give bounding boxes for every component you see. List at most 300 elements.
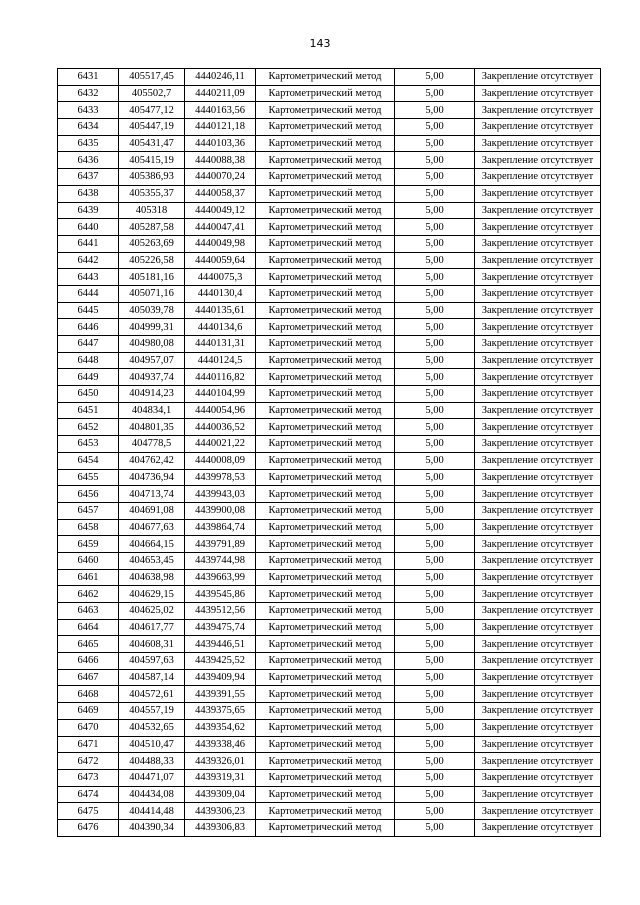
y-coordinate-cell: 4439744,98: [185, 552, 256, 569]
y-coordinate-cell: 4439409,94: [185, 669, 256, 686]
table-row: [58, 369, 601, 386]
y-coordinate-cell: 4440104,99: [185, 386, 256, 403]
table-row: [58, 119, 601, 136]
accuracy-cell: 5,00: [395, 235, 475, 252]
y-coordinate-cell: 4440088,38: [185, 152, 256, 169]
fixation-cell: Закрепление отсутствует: [475, 336, 601, 353]
fixation-cell: Закрепление отсутствует: [475, 486, 601, 503]
x-coordinate-cell: 404629,15: [119, 586, 185, 603]
table-row: [58, 69, 601, 86]
table-body: [58, 69, 601, 837]
x-coordinate-cell: 405287,58: [119, 219, 185, 236]
point-number-cell: 6441: [58, 235, 119, 252]
fixation-cell: Закрепление отсутствует: [475, 419, 601, 436]
accuracy-cell: 5,00: [395, 169, 475, 186]
y-coordinate-cell: 4440008,09: [185, 452, 256, 469]
point-number-cell: 6450: [58, 386, 119, 403]
point-number-cell: 6466: [58, 653, 119, 670]
y-coordinate-cell: 4440059,64: [185, 252, 256, 269]
x-coordinate-cell: 404557,19: [119, 703, 185, 720]
y-coordinate-cell: 4439391,55: [185, 686, 256, 703]
accuracy-cell: 5,00: [395, 135, 475, 152]
table-row: [58, 185, 601, 202]
point-number-cell: 6445: [58, 302, 119, 319]
method-cell: Картометрический метод: [256, 502, 395, 519]
accuracy-cell: 5,00: [395, 336, 475, 353]
y-coordinate-cell: 4440116,82: [185, 369, 256, 386]
fixation-cell: Закрепление отсутствует: [475, 319, 601, 336]
fixation-cell: Закрепление отсутствует: [475, 269, 601, 286]
accuracy-cell: 5,00: [395, 202, 475, 219]
accuracy-cell: 5,00: [395, 786, 475, 803]
table-row: [58, 235, 601, 252]
point-number-cell: 6469: [58, 703, 119, 720]
method-cell: Картометрический метод: [256, 152, 395, 169]
x-coordinate-cell: 405071,16: [119, 285, 185, 302]
table-row: [58, 102, 601, 119]
page-number: 143: [309, 37, 331, 50]
y-coordinate-cell: 4439375,65: [185, 703, 256, 720]
method-cell: Картометрический метод: [256, 653, 395, 670]
point-number-cell: 6449: [58, 369, 119, 386]
x-coordinate-cell: 404390,34: [119, 819, 185, 836]
method-cell: Картометрический метод: [256, 736, 395, 753]
y-coordinate-cell: 4440070,24: [185, 169, 256, 186]
method-cell: Картометрический метод: [256, 603, 395, 620]
fixation-cell: Закрепление отсутствует: [475, 636, 601, 653]
point-number-cell: 6456: [58, 486, 119, 503]
point-number-cell: 6472: [58, 753, 119, 770]
y-coordinate-cell: 4440036,52: [185, 419, 256, 436]
point-number-cell: 6447: [58, 336, 119, 353]
fixation-cell: Закрепление отсутствует: [475, 686, 601, 703]
point-number-cell: 6448: [58, 352, 119, 369]
point-number-cell: 6463: [58, 603, 119, 620]
method-cell: Картометрический метод: [256, 369, 395, 386]
method-cell: Картометрический метод: [256, 586, 395, 603]
table-row: [58, 285, 601, 302]
point-number-cell: 6460: [58, 552, 119, 569]
point-number-cell: 6453: [58, 436, 119, 453]
y-coordinate-cell: 4440124,5: [185, 352, 256, 369]
x-coordinate-cell: 405039,78: [119, 302, 185, 319]
y-coordinate-cell: 4440131,31: [185, 336, 256, 353]
method-cell: Картометрический метод: [256, 636, 395, 653]
method-cell: Картометрический метод: [256, 402, 395, 419]
y-coordinate-cell: 4439791,89: [185, 536, 256, 553]
accuracy-cell: 5,00: [395, 319, 475, 336]
point-number-cell: 6454: [58, 452, 119, 469]
y-coordinate-cell: 4439326,01: [185, 753, 256, 770]
table-row: [58, 85, 601, 102]
table-row: [58, 402, 601, 419]
accuracy-cell: 5,00: [395, 736, 475, 753]
method-cell: Картометрический метод: [256, 619, 395, 636]
accuracy-cell: 5,00: [395, 753, 475, 770]
x-coordinate-cell: 405447,19: [119, 119, 185, 136]
fixation-cell: Закрепление отсутствует: [475, 803, 601, 820]
method-cell: Картометрический метод: [256, 686, 395, 703]
fixation-cell: Закрепление отсутствует: [475, 586, 601, 603]
accuracy-cell: 5,00: [395, 402, 475, 419]
table-row: [58, 552, 601, 569]
fixation-cell: Закрепление отсутствует: [475, 135, 601, 152]
fixation-cell: Закрепление отсутствует: [475, 352, 601, 369]
method-cell: Картометрический метод: [256, 436, 395, 453]
table-row: [58, 169, 601, 186]
method-cell: Картометрический метод: [256, 419, 395, 436]
fixation-cell: Закрепление отсутствует: [475, 603, 601, 620]
y-coordinate-cell: 4439446,51: [185, 636, 256, 653]
point-number-cell: 6439: [58, 202, 119, 219]
table-row: [58, 302, 601, 319]
y-coordinate-cell: 4439978,53: [185, 469, 256, 486]
accuracy-cell: 5,00: [395, 586, 475, 603]
fixation-cell: Закрепление отсутствует: [475, 219, 601, 236]
x-coordinate-cell: 404677,63: [119, 519, 185, 536]
accuracy-cell: 5,00: [395, 419, 475, 436]
accuracy-cell: 5,00: [395, 285, 475, 302]
x-coordinate-cell: 404957,07: [119, 352, 185, 369]
table-row: [58, 219, 601, 236]
accuracy-cell: 5,00: [395, 302, 475, 319]
accuracy-cell: 5,00: [395, 719, 475, 736]
accuracy-cell: 5,00: [395, 636, 475, 653]
table-row: [58, 536, 601, 553]
x-coordinate-cell: 404653,45: [119, 552, 185, 569]
x-coordinate-cell: 405415,19: [119, 152, 185, 169]
x-coordinate-cell: 404597,63: [119, 653, 185, 670]
fixation-cell: Закрепление отсутствует: [475, 285, 601, 302]
table-row: [58, 569, 601, 586]
table-row: [58, 469, 601, 486]
fixation-cell: Закрепление отсутствует: [475, 369, 601, 386]
method-cell: Картометрический метод: [256, 302, 395, 319]
x-coordinate-cell: 404834,1: [119, 402, 185, 419]
y-coordinate-cell: 4440135,61: [185, 302, 256, 319]
table-row: [58, 436, 601, 453]
table-row: [58, 703, 601, 720]
fixation-cell: Закрепление отсутствует: [475, 753, 601, 770]
table-row: [58, 152, 601, 169]
method-cell: Картометрический метод: [256, 219, 395, 236]
method-cell: Картометрический метод: [256, 753, 395, 770]
accuracy-cell: 5,00: [395, 603, 475, 620]
x-coordinate-cell: 405517,45: [119, 69, 185, 86]
method-cell: Картометрический метод: [256, 552, 395, 569]
accuracy-cell: 5,00: [395, 269, 475, 286]
fixation-cell: Закрепление отсутствует: [475, 119, 601, 136]
fixation-cell: Закрепление отсутствует: [475, 102, 601, 119]
table-row: [58, 519, 601, 536]
point-number-cell: 6473: [58, 769, 119, 786]
accuracy-cell: 5,00: [395, 686, 475, 703]
y-coordinate-cell: 4440054,96: [185, 402, 256, 419]
method-cell: Картометрический метод: [256, 252, 395, 269]
x-coordinate-cell: 405263,69: [119, 235, 185, 252]
point-number-cell: 6437: [58, 169, 119, 186]
fixation-cell: Закрепление отсутствует: [475, 536, 601, 553]
method-cell: Картометрический метод: [256, 719, 395, 736]
method-cell: Картометрический метод: [256, 285, 395, 302]
method-cell: Картометрический метод: [256, 452, 395, 469]
accuracy-cell: 5,00: [395, 119, 475, 136]
point-number-cell: 6476: [58, 819, 119, 836]
x-coordinate-cell: 405355,37: [119, 185, 185, 202]
y-coordinate-cell: 4440021,22: [185, 436, 256, 453]
fixation-cell: Закрепление отсутствует: [475, 452, 601, 469]
table-row: [58, 603, 601, 620]
accuracy-cell: 5,00: [395, 369, 475, 386]
method-cell: Картометрический метод: [256, 119, 395, 136]
y-coordinate-cell: 4440058,37: [185, 185, 256, 202]
table-row: [58, 269, 601, 286]
x-coordinate-cell: 404713,74: [119, 486, 185, 503]
x-coordinate-cell: 404532,65: [119, 719, 185, 736]
y-coordinate-cell: 4439425,52: [185, 653, 256, 670]
accuracy-cell: 5,00: [395, 185, 475, 202]
x-coordinate-cell: 404617,77: [119, 619, 185, 636]
point-number-cell: 6474: [58, 786, 119, 803]
accuracy-cell: 5,00: [395, 536, 475, 553]
point-number-cell: 6462: [58, 586, 119, 603]
y-coordinate-cell: 4439475,74: [185, 619, 256, 636]
accuracy-cell: 5,00: [395, 386, 475, 403]
y-coordinate-cell: 4440130,4: [185, 285, 256, 302]
method-cell: Картометрический метод: [256, 819, 395, 836]
point-number-cell: 6468: [58, 686, 119, 703]
table-row: [58, 736, 601, 753]
table-row: [58, 719, 601, 736]
x-coordinate-cell: 404762,42: [119, 452, 185, 469]
table-row: [58, 786, 601, 803]
x-coordinate-cell: 404587,14: [119, 669, 185, 686]
accuracy-cell: 5,00: [395, 502, 475, 519]
fixation-cell: Закрепление отсутствует: [475, 653, 601, 670]
accuracy-cell: 5,00: [395, 85, 475, 102]
accuracy-cell: 5,00: [395, 152, 475, 169]
table-row: [58, 653, 601, 670]
table-row: [58, 252, 601, 269]
accuracy-cell: 5,00: [395, 552, 475, 569]
point-number-cell: 6471: [58, 736, 119, 753]
fixation-cell: Закрепление отсутствует: [475, 569, 601, 586]
point-number-cell: 6435: [58, 135, 119, 152]
table-row: [58, 636, 601, 653]
accuracy-cell: 5,00: [395, 519, 475, 536]
method-cell: Картометрический метод: [256, 486, 395, 503]
fixation-cell: Закрепление отсутствует: [475, 719, 601, 736]
table-row: [58, 452, 601, 469]
y-coordinate-cell: 4439319,31: [185, 769, 256, 786]
fixation-cell: Закрепление отсутствует: [475, 69, 601, 86]
table-row: [58, 202, 601, 219]
method-cell: Картометрический метод: [256, 386, 395, 403]
point-number-cell: 6459: [58, 536, 119, 553]
point-number-cell: 6446: [58, 319, 119, 336]
method-cell: Картометрический метод: [256, 569, 395, 586]
method-cell: Картометрический метод: [256, 169, 395, 186]
x-coordinate-cell: 404691,08: [119, 502, 185, 519]
accuracy-cell: 5,00: [395, 653, 475, 670]
fixation-cell: Закрепление отсутствует: [475, 152, 601, 169]
table-row: [58, 502, 601, 519]
fixation-cell: Закрепление отсутствует: [475, 736, 601, 753]
y-coordinate-cell: 4440121,18: [185, 119, 256, 136]
accuracy-cell: 5,00: [395, 569, 475, 586]
x-coordinate-cell: 404664,15: [119, 536, 185, 553]
x-coordinate-cell: 404510,47: [119, 736, 185, 753]
y-coordinate-cell: 4439545,86: [185, 586, 256, 603]
point-number-cell: 6451: [58, 402, 119, 419]
accuracy-cell: 5,00: [395, 219, 475, 236]
method-cell: Картометрический метод: [256, 469, 395, 486]
fixation-cell: Закрепление отсутствует: [475, 703, 601, 720]
point-number-cell: 6475: [58, 803, 119, 820]
method-cell: Картометрический метод: [256, 669, 395, 686]
y-coordinate-cell: 4440163,56: [185, 102, 256, 119]
accuracy-cell: 5,00: [395, 669, 475, 686]
x-coordinate-cell: 404801,35: [119, 419, 185, 436]
y-coordinate-cell: 4439512,56: [185, 603, 256, 620]
fixation-cell: Закрепление отсутствует: [475, 202, 601, 219]
y-coordinate-cell: 4439900,08: [185, 502, 256, 519]
table-row: [58, 135, 601, 152]
coordinates-table: [57, 68, 601, 837]
method-cell: Картометрический метод: [256, 235, 395, 252]
y-coordinate-cell: 4440103,36: [185, 135, 256, 152]
x-coordinate-cell: 405502,7: [119, 85, 185, 102]
fixation-cell: Закрепление отсутствует: [475, 669, 601, 686]
table-row: [58, 586, 601, 603]
fixation-cell: Закрепление отсутствует: [475, 502, 601, 519]
table-row: [58, 486, 601, 503]
y-coordinate-cell: 4440049,98: [185, 235, 256, 252]
method-cell: Картометрический метод: [256, 202, 395, 219]
table-row: [58, 319, 601, 336]
point-number-cell: 6432: [58, 85, 119, 102]
fixation-cell: Закрепление отсутствует: [475, 619, 601, 636]
accuracy-cell: 5,00: [395, 452, 475, 469]
x-coordinate-cell: 405181,16: [119, 269, 185, 286]
x-coordinate-cell: 405431,47: [119, 135, 185, 152]
point-number-cell: 6458: [58, 519, 119, 536]
x-coordinate-cell: 404937,74: [119, 369, 185, 386]
accuracy-cell: 5,00: [395, 486, 475, 503]
x-coordinate-cell: 405477,12: [119, 102, 185, 119]
y-coordinate-cell: 4440246,11: [185, 69, 256, 86]
y-coordinate-cell: 4439864,74: [185, 519, 256, 536]
method-cell: Картометрический метод: [256, 536, 395, 553]
table-row: [58, 803, 601, 820]
fixation-cell: Закрепление отсутствует: [475, 552, 601, 569]
x-coordinate-cell: 404471,07: [119, 769, 185, 786]
table-row: [58, 619, 601, 636]
y-coordinate-cell: 4439309,04: [185, 786, 256, 803]
method-cell: Картометрический метод: [256, 102, 395, 119]
accuracy-cell: 5,00: [395, 69, 475, 86]
fixation-cell: Закрепление отсутствует: [475, 402, 601, 419]
x-coordinate-cell: 405318: [119, 202, 185, 219]
x-coordinate-cell: 405386,93: [119, 169, 185, 186]
method-cell: Картометрический метод: [256, 336, 395, 353]
table-row: [58, 419, 601, 436]
accuracy-cell: 5,00: [395, 619, 475, 636]
fixation-cell: Закрепление отсутствует: [475, 85, 601, 102]
point-number-cell: 6442: [58, 252, 119, 269]
fixation-cell: Закрепление отсутствует: [475, 436, 601, 453]
point-number-cell: 6433: [58, 102, 119, 119]
y-coordinate-cell: 4439306,83: [185, 819, 256, 836]
fixation-cell: Закрепление отсутствует: [475, 469, 601, 486]
table-row: [58, 336, 601, 353]
y-coordinate-cell: 4439663,99: [185, 569, 256, 586]
method-cell: Картометрический метод: [256, 786, 395, 803]
point-number-cell: 6467: [58, 669, 119, 686]
y-coordinate-cell: 4439943,03: [185, 486, 256, 503]
method-cell: Картометрический метод: [256, 185, 395, 202]
point-number-cell: 6470: [58, 719, 119, 736]
point-number-cell: 6431: [58, 69, 119, 86]
fixation-cell: Закрепление отсутствует: [475, 519, 601, 536]
y-coordinate-cell: 4439338,46: [185, 736, 256, 753]
fixation-cell: Закрепление отсутствует: [475, 185, 601, 202]
fixation-cell: Закрепление отсутствует: [475, 235, 601, 252]
point-number-cell: 6434: [58, 119, 119, 136]
x-coordinate-cell: 404488,33: [119, 753, 185, 770]
fixation-cell: Закрепление отсутствует: [475, 786, 601, 803]
x-coordinate-cell: 404736,94: [119, 469, 185, 486]
method-cell: Картометрический метод: [256, 703, 395, 720]
point-number-cell: 6452: [58, 419, 119, 436]
fixation-cell: Закрепление отсутствует: [475, 386, 601, 403]
accuracy-cell: 5,00: [395, 769, 475, 786]
method-cell: Картометрический метод: [256, 319, 395, 336]
y-coordinate-cell: 4440049,12: [185, 202, 256, 219]
method-cell: Картометрический метод: [256, 69, 395, 86]
method-cell: Картометрический метод: [256, 519, 395, 536]
fixation-cell: Закрепление отсутствует: [475, 169, 601, 186]
x-coordinate-cell: 404914,23: [119, 386, 185, 403]
table-row: [58, 753, 601, 770]
table-row: [58, 352, 601, 369]
point-number-cell: 6465: [58, 636, 119, 653]
method-cell: Картометрический метод: [256, 803, 395, 820]
x-coordinate-cell: 404434,08: [119, 786, 185, 803]
table-row: [58, 819, 601, 836]
x-coordinate-cell: 405226,58: [119, 252, 185, 269]
table-row: [58, 769, 601, 786]
x-coordinate-cell: 404625,02: [119, 603, 185, 620]
method-cell: Картометрический метод: [256, 85, 395, 102]
x-coordinate-cell: 404608,31: [119, 636, 185, 653]
point-number-cell: 6464: [58, 619, 119, 636]
y-coordinate-cell: 4440134,6: [185, 319, 256, 336]
y-coordinate-cell: 4440075,3: [185, 269, 256, 286]
y-coordinate-cell: 4439306,23: [185, 803, 256, 820]
y-coordinate-cell: 4440211,09: [185, 85, 256, 102]
x-coordinate-cell: 404778,5: [119, 436, 185, 453]
x-coordinate-cell: 404572,61: [119, 686, 185, 703]
x-coordinate-cell: 404414,48: [119, 803, 185, 820]
accuracy-cell: 5,00: [395, 703, 475, 720]
accuracy-cell: 5,00: [395, 819, 475, 836]
method-cell: Картометрический метод: [256, 269, 395, 286]
table-row: [58, 669, 601, 686]
point-number-cell: 6457: [58, 502, 119, 519]
accuracy-cell: 5,00: [395, 252, 475, 269]
table-row: [58, 386, 601, 403]
